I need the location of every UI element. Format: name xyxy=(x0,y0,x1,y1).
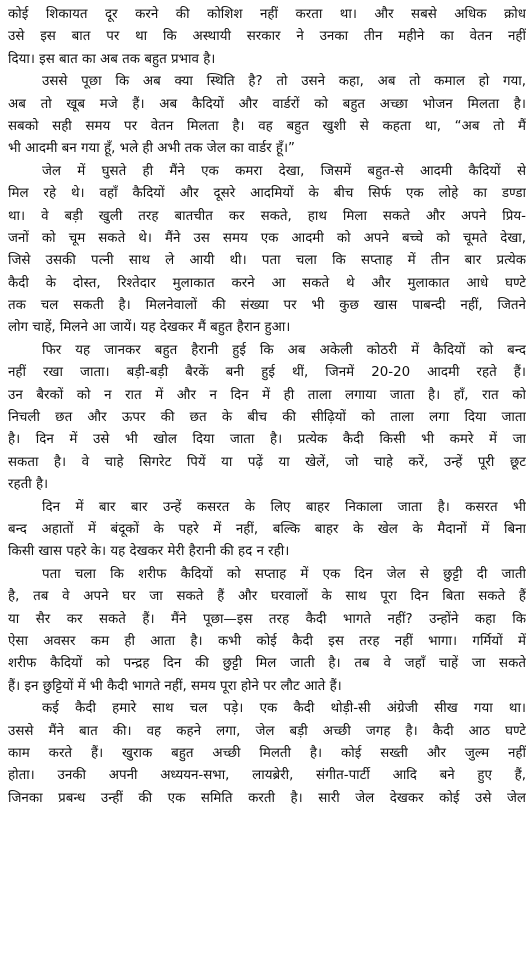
text-line: जिनका प्रबन्ध उन्हीं की एक समिति करती है। सारी जेल देखकर कोई उसे जेल xyxy=(8,790,526,806)
text-line: था। वे बड़ी खुली तरह बातचीत कर सकते, हाथ मिला सकते और अपने प्रिय- xyxy=(8,208,526,224)
text-line: होता। उनकी अपनी अध्ययन-सभा, लायब्रेरी, संगीत-पार्टी आदि बने हुए हैं, xyxy=(8,768,526,784)
text-line: जिसे उसकी पत्नी साथ ले आयी थी। पता चला कि सप्ताह में तीन बार प्रत्येक xyxy=(8,253,526,269)
paragraph xyxy=(8,564,526,698)
text-line: बन्द अहातों में बंदूकों के पहरे में नहीं, बल्कि बाहर के खेल के मैदानों में बिना xyxy=(8,521,526,537)
text-line: उससे पूछा कि अब क्या स्थिति है? तो उसने कहा, अब तो कमाल हो गया, xyxy=(42,74,526,90)
text-line: कोई शिकायत दूर करने की कोशिश नहीं करता था। और सबसे अधिक क्रोध xyxy=(8,7,526,22)
paragraph xyxy=(8,340,526,497)
text-line: सबको सही समय पर वेतन मिलता है। वह बहुत खुशी से कहता था, “अब तो मैं xyxy=(8,118,526,134)
text-line: रहती है। xyxy=(8,477,49,493)
text-line: भी आदमी बन गया हूँ, भले ही अभी तक जेल का वार्डर हूँ।” xyxy=(8,141,295,157)
text-line: काम करते हैं। खुराक बहुत अच्छी मिलती है। कोई सख्ती और जुल्म नहीं xyxy=(8,745,526,761)
text-line: फिर यह जानकर बहुत हैरानी हुई कि अब अकेली कोठरी में कैदियों को बन्द xyxy=(42,342,526,358)
text-line: उसे इस बात पर था कि अस्थायी सरकार ने उनका तीन महीने का वेतन नहीं xyxy=(8,29,526,45)
text-line: शरीफ कैदियों को पन्द्रह दिन की छुट्टी मिल जाती है। तब वे जहाँ चाहें जा सकते xyxy=(8,656,526,672)
paragraph xyxy=(8,161,526,340)
paragraph xyxy=(8,497,526,564)
paragraph xyxy=(8,4,526,71)
text-line: हैं। इन छुट्टियों में भी कैदी भागते नहीं, समय पूरा होने पर लौट आते हैं। xyxy=(8,678,342,694)
text-line: जनों को चूम सकते थे। मैंने उस समय एक आदमी को अपने बच्चे को चूमते देखा, xyxy=(8,230,526,246)
text-line: दिया। इस बात का अब तक बहुत प्रभाव है। xyxy=(8,51,216,67)
text-line: या सैर कर सकते हैं। मैंने पूछा—इस तरह कैदी भागते नहीं? उन्होंने कहा कि xyxy=(8,611,526,627)
text-line: किसी खास पहरे के। यह देखकर मेरी हैरानी की हद न रही। xyxy=(8,544,290,560)
text-line: अब तो खूब मजे हैं। अब कैदियों और वार्डरों को बहुत अच्छा भोजन मिलता है। xyxy=(8,96,526,112)
text-line: ऐसा अवसर कम ही आता है। कभी कोई कैदी इस तरह नहीं भागा। गर्मियों में xyxy=(8,633,526,649)
text-line: जेल में घुसते ही मैंने एक कमरा देखा, जिसमें बहुत-से आदमी कैदियों से xyxy=(42,163,526,179)
text-line: पता चला कि शरीफ कैदियों को सप्ताह में एक दिन जेल से छुट्टी दी जाती xyxy=(42,566,526,582)
text-line: लोग चाहें, मिलने आ जायें। यह देखकर मैं बहुत हैरान हुआ। xyxy=(8,320,291,336)
text-line: मिल रहे थे। वहाँ कैदियों और दूसरे आदमियों के बीच सिर्फ एक लोहे का डण्डा xyxy=(8,186,526,202)
paragraph xyxy=(8,698,526,810)
text-line: दिन में बार बार उन्हें कसरत के लिए बाहर निकाला जाता है। कसरत भी xyxy=(42,499,526,515)
text-line: उससे मैंने बात की। वह कहने लगा, जेल बड़ी अच्छी जगह है। कैदी आठ घण्टे xyxy=(8,723,526,739)
text-line: निचली छत और ऊपर की छत के बीच की सीढ़ियों को ताला लगा दिया जाता xyxy=(8,410,526,426)
text-line: कैदी के दोस्त, रिश्तेदार मुलाकात करने आ सकते थे और मुलाकात आधे घण्टे xyxy=(8,275,526,291)
text-line: है, तब वे अपने घर जा सकते हैं और घरवालों के साथ पूरा दिन बिता सकते हैं xyxy=(8,589,526,605)
text-line: है। दिन में उसे भी खोल दिया जाता है। प्रत्येक कैदी किसी भी कमरे में जा xyxy=(8,432,526,448)
text-line: नहीं रखा जाता। बड़ी-बड़ी बैरकें बनी हुई थीं, जिनमें 20-20 आदमी रहते हैं। xyxy=(8,365,526,381)
text-line: तक चल सकती है। मिलनेवालों की संख्या पर भी कुछ खास पाबन्दी नहीं, जितने xyxy=(8,298,526,314)
text-line: कई कैदी हमारे साथ चल पड़े। एक कैदी थोड़ी-सी अंग्रेजी सीख गया था। xyxy=(42,701,526,717)
paragraph xyxy=(8,71,526,161)
text-line: उन बैरकों को न रात में और न दिन में ही ताला लगाया जाता है। हाँ, रात को xyxy=(8,387,526,403)
text-line: सकता है। वे चाहे सिगरेट पियें या पढ़ें या खेलें, जो चाहे करें, उन्हें पूरी छूट xyxy=(8,454,526,470)
